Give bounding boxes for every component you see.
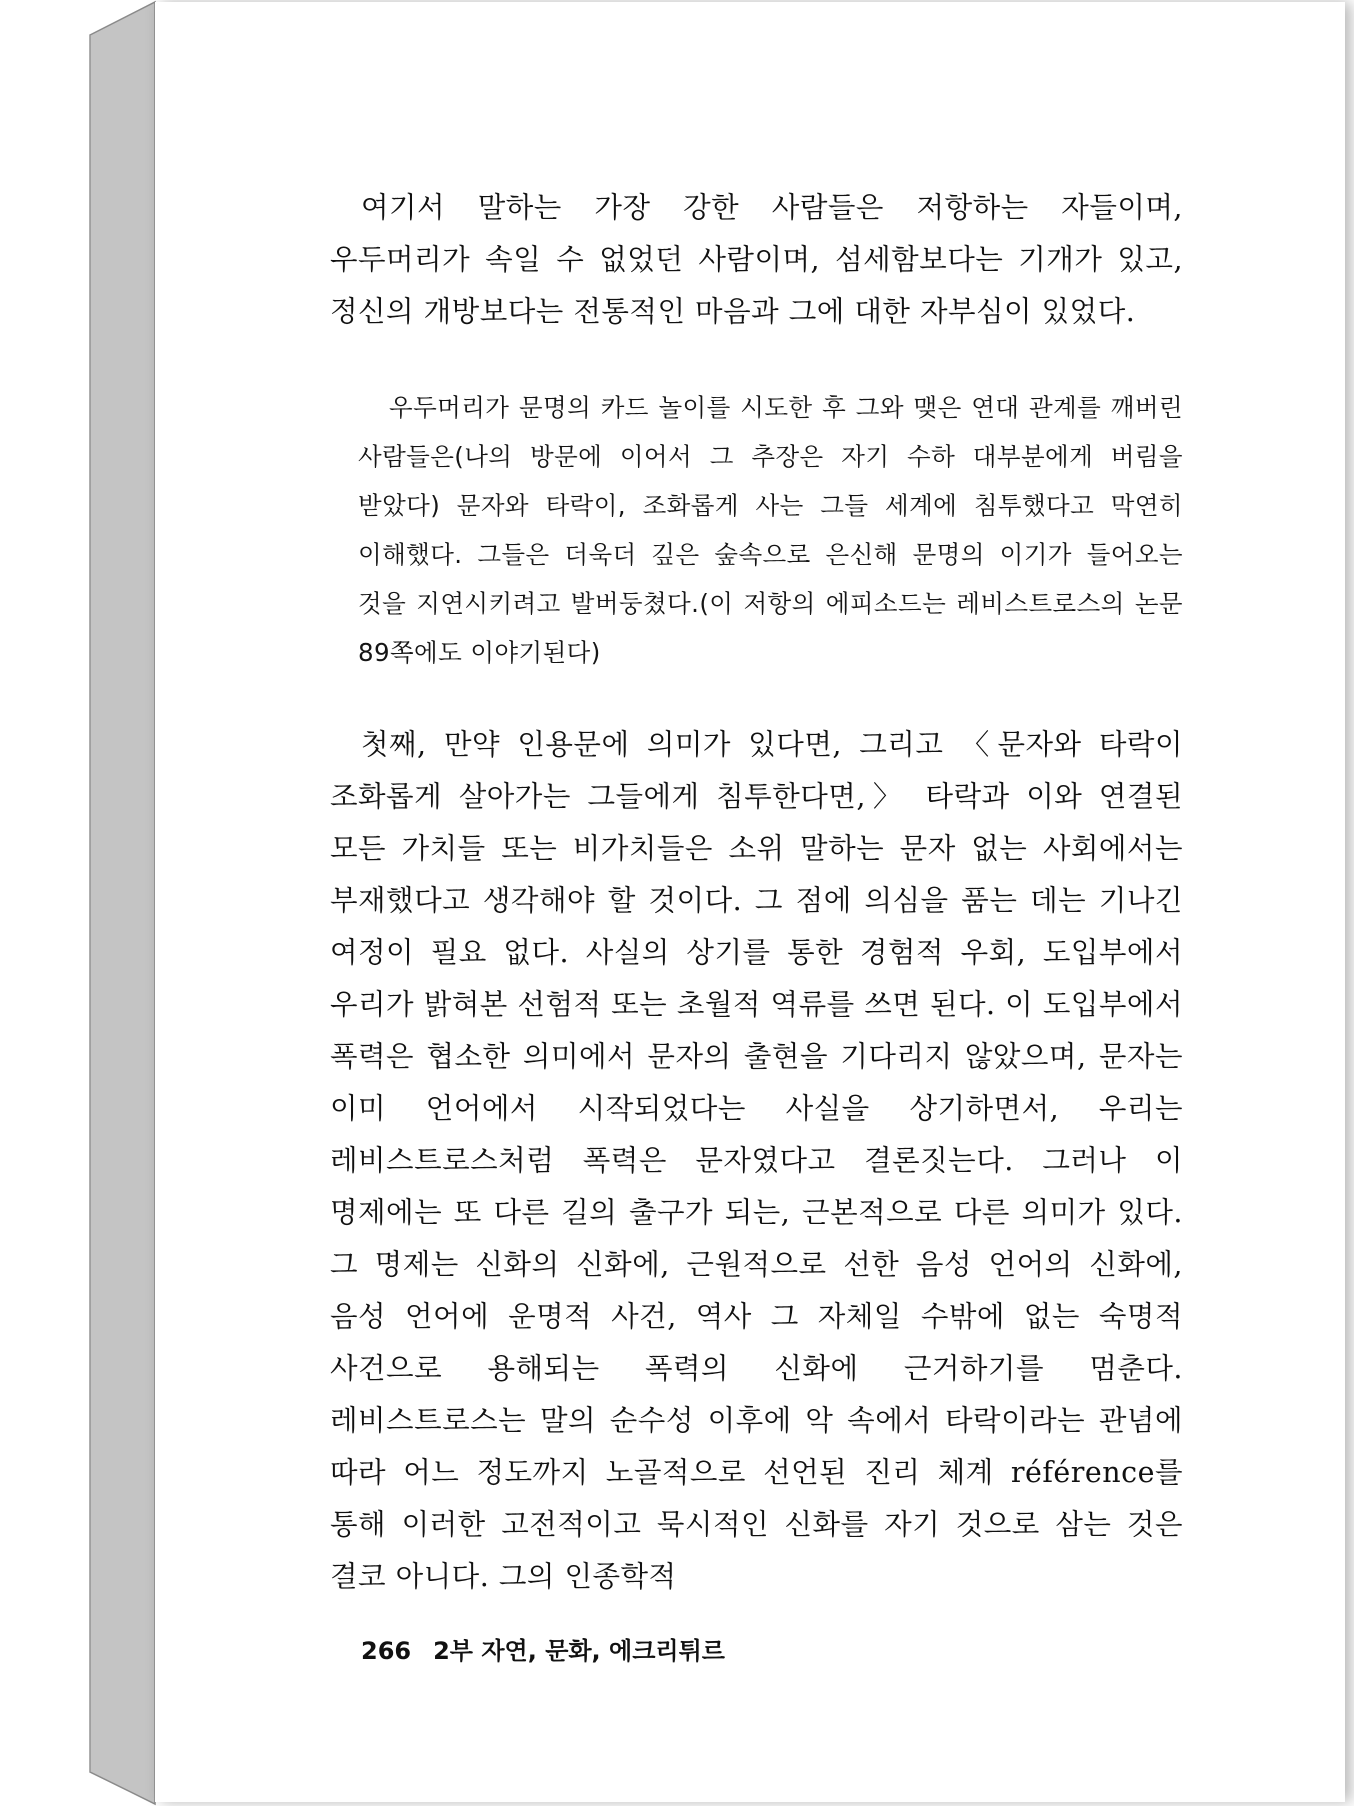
page-body <box>330 182 1183 1603</box>
paragraph-1: 여기서 말하는 가장 강한 사람들은 저항하는 자들이며, 우두머리가 속일 수 없었던 사람이며, 섬세함보다는 기개가 있고, 정신의 개방보다는 전통적인 마음과 그에 대한 자부심이 있었다. <box>330 191 1183 328</box>
running-footer-section: 2부 자연, 문화, 에크리튀르 <box>433 1637 725 1665</box>
paragraph-2: 첫째, 만약 인용문에 의미가 있다면, 그리고 〈문자와 타락이 조화롭게 살아가는 그들에게 침투한다면,〉 타락과 이와 연결된 모든 가치들 또는 비가치들은 소위 말하는 문자 없는 사회에서는 부재했다고 생각해야 할 것이다. 그 점에 의심을 품는 데는 기나긴 여정이 필요 없다. 사실의 상기를 통한 경험적 우회, 도입부에서 우리가 밝혀본 선험적 또는 초월적 역류를 쓰면 된다. 이 도입부에서 폭력은 협소한 의미에서 문자의 출현을 기다리지 않았으며, 문자는 이미 언어에서 시작되었다는 사실을 상기하면서, 우리는 레비스트로스처럼 폭력은 문자였다고 결론짓는다. 그러나 이 명제에는 또 다른 길의 출구가 되는, 근본적으로 다른 의미가 있다. 그 명제는 신화의 신화에, 근원적으로 선한 음성 언어의 신화에, 음성 언어에 운명적 사건, 역사 그 자체일 수밖에 없는 숙명적 사건으로 용해되는 폭력의 신화에 근거하기를 멈춘다. 레비스트로스는 말의 순수성 이후에 악 속에서 타락이라는 관념에 따라 어느 정도까지 노골적으로 선언된 진리 체계 référence를 통해 이러한 고전적이고 묵시적인 신화를 자기 것으로 삼는 것은 결코 아니다. 그의 인종학적 <box>330 728 1183 1593</box>
book-page <box>155 2 1345 1802</box>
block-quote: 우두머리가 문명의 카드 놀이를 시도한 후 그와 맺은 연대 관계를 깨버린 사람들은(나의 방문에 이어서 그 추장은 자기 수하 대부분에게 버림을 받았다) 문자와 타락이, 조화롭게 사는 그들 세계에 침투했다고 막연히 이해했다. 그들은 더욱더 깊은 숲속으로 은신해 문명의 이기가 들어오는 것을 지연시키려고 발버둥쳤다.(이 저항의 에피소드는 레비스트로스의 논문 89쪽에도 이야기된다) <box>358 393 1183 667</box>
page-footer <box>361 1631 725 1666</box>
page-number: 266 <box>361 1637 412 1665</box>
